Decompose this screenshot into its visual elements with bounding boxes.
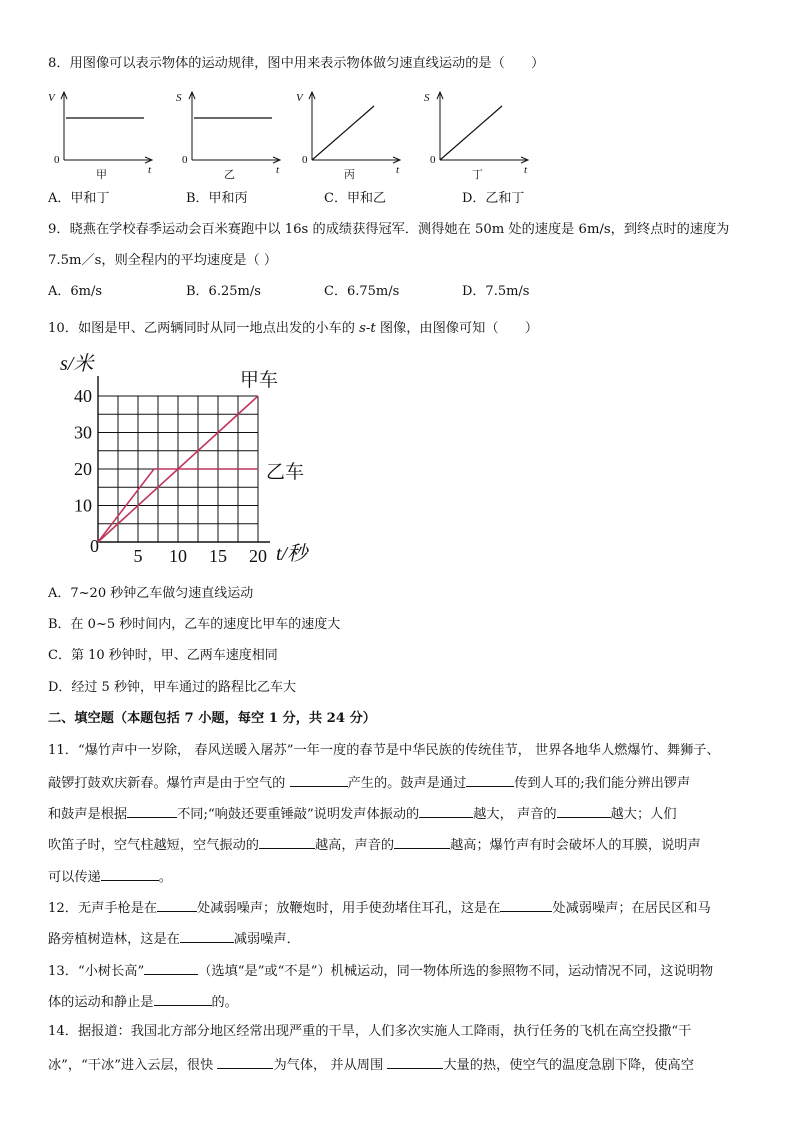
graph-line [440, 106, 502, 160]
answer-blank[interactable] [154, 991, 212, 1006]
y-tick-label: 10 [74, 495, 92, 516]
q10-stem [48, 319, 538, 339]
q11-line-1: 11．“爆竹声中一岁除， 春风送暖入屠苏”一年一度的春节是中华民族的传统佳节， 世界各地华人燃爆竹、舞狮子、 [48, 743, 720, 758]
text: 产生的。鼓声是通过 [347, 776, 467, 791]
text: 冰”，“干冰”进入云层，很快 [48, 1058, 218, 1073]
q10-stem-before: 10．如图是甲、乙两辆同时从同一地点出发的小车的 [48, 321, 360, 336]
chart-origin: 0 [90, 536, 99, 556]
q9-option-c[interactable]: C．6.75m/s [324, 284, 400, 299]
q8-option-c[interactable]: C．甲和乙 [324, 191, 386, 206]
series-label-jia: 甲车 [240, 370, 279, 391]
q13-line-2 [48, 991, 238, 1013]
q12-line-1 [48, 897, 711, 919]
x-tick-label: 20 [249, 546, 267, 566]
text: 为气体， 并从周围 [273, 1058, 388, 1073]
graph-xlabel: t [148, 164, 152, 176]
q13-line-1 [48, 960, 713, 982]
q8-graph-3 [424, 92, 528, 181]
graph-ylabel: S [176, 92, 182, 104]
q10-option-a[interactable]: A．7~20 秒钟乙车做匀速直线运动 [48, 586, 254, 601]
text: 敲锣打鼓欢庆新春。爆竹声是由于空气的 [48, 776, 290, 791]
q9-option-b[interactable]: B．6.25m/s [186, 284, 261, 299]
text: 体的运动和静止是 [48, 995, 154, 1010]
x-tick-label: 10 [169, 546, 187, 566]
y-tick-label: 20 [74, 459, 92, 479]
series-label-yi: 乙车 [266, 462, 305, 483]
answer-blank[interactable] [217, 1054, 273, 1069]
graph-name: 丁 [472, 169, 483, 181]
x-tick-label: 5 [133, 546, 143, 566]
q8-graph-1 [176, 92, 280, 181]
q8-option-a[interactable]: A．甲和丁 [48, 191, 110, 206]
q8-graph-2 [296, 92, 400, 181]
text: 可以传递 [48, 870, 101, 885]
graph-origin: 0 [302, 154, 308, 166]
chart-xlabel: t/秒 [276, 543, 308, 565]
q14-line-1: 14．据报道：我国北方部分地区经常出现严重的干旱，人们多次实施人工降雨，执行任务的飞机在高空投撒“干 [48, 1024, 692, 1039]
text: 和鼓声是根据 [48, 807, 128, 822]
q14-line-2 [48, 1054, 694, 1076]
answer-blank[interactable] [466, 772, 514, 787]
q9-line-1: 9．晓燕在学校春季运动会百米赛跑中以 16s 的成绩获得冠军．测得她在 50m 处的速度是 6m/s，到终点时的速度为 [48, 222, 730, 237]
answer-blank[interactable] [101, 866, 159, 881]
q9-option-d[interactable]: D．7.5m/s [462, 284, 530, 299]
text: 越高；爆竹声有时会破坏人的耳膜，说明声 [450, 838, 701, 853]
q10-stem-italic: s-t [359, 321, 376, 336]
text: 处减弱噪声；放鞭炮时，用手使劲堵住耳孔，这是在 [197, 901, 501, 916]
answer-blank[interactable] [127, 803, 177, 818]
q9-option-a[interactable]: A．6m/s [48, 284, 103, 299]
text: （选填“是”或“不是”）机械运动，同一物体所选的参照物不同，运动情况不同，这说明物 [198, 964, 714, 979]
text: 的。 [211, 995, 238, 1010]
answer-blank[interactable] [144, 960, 198, 975]
answer-blank[interactable] [500, 897, 552, 912]
answer-blank[interactable] [387, 1054, 443, 1069]
q11-line-2 [48, 772, 690, 794]
text: 路旁植树造林，这是在 [48, 932, 180, 947]
answer-blank[interactable] [290, 772, 348, 787]
q8-option-b[interactable]: B．甲和丙 [186, 191, 248, 206]
graph-ylabel: S [424, 92, 430, 104]
text: 处减弱噪声；在居民区和马 [552, 901, 711, 916]
answer-blank[interactable] [157, 897, 197, 912]
text: 减弱噪声． [233, 932, 300, 947]
graph-ylabel: V [296, 92, 303, 104]
graph-line [312, 106, 374, 160]
graph-origin: 0 [54, 154, 60, 166]
answer-blank[interactable] [419, 803, 473, 818]
answer-blank[interactable] [259, 834, 315, 849]
graph-xlabel: t [524, 164, 528, 176]
text: 大量的热，使空气的温度急剧下降，使高空 [443, 1058, 694, 1073]
graph-xlabel: t [396, 164, 400, 176]
graph-name: 乙 [224, 169, 235, 181]
graph-ylabel: V [48, 92, 55, 104]
graph-xlabel: t [276, 164, 280, 176]
q10-option-d[interactable]: D．经过 5 秒钟，甲车通过的路程比乙车大 [48, 680, 296, 695]
q10-stem-after: 图像，由图像可知（ ） [375, 321, 539, 336]
q10-option-c[interactable]: C．第 10 秒钟时，甲、乙两车速度相同 [48, 648, 278, 663]
q9-line-2: 7.5m／s，则全程内的平均速度是（ ） [48, 253, 278, 268]
graph-name: 丙 [344, 169, 355, 181]
q11-line-3 [48, 803, 677, 825]
q8-stem: 8．用图像可以表示物体的运动规律，图中用来表示物体做匀速直线运动的是（ ） [48, 56, 545, 71]
q8-graph-0 [48, 92, 152, 181]
chart-ylabel: s/米 [60, 353, 94, 375]
graph-origin: 0 [182, 154, 188, 166]
text: 传到人耳的;我们能分辨出锣声 [514, 776, 691, 791]
x-tick-label: 15 [209, 546, 227, 566]
text: 。 [158, 870, 172, 885]
q11-line-5 [48, 866, 172, 888]
answer-blank[interactable] [394, 834, 450, 849]
text: 越大， 声音的 [473, 807, 557, 822]
answer-blank[interactable] [557, 803, 611, 818]
q8-option-d[interactable]: D．乙和丁 [462, 191, 525, 206]
q12-line-2 [48, 928, 300, 950]
answer-blank[interactable] [180, 928, 234, 943]
graph-origin: 0 [430, 154, 436, 166]
q10-option-b[interactable]: B．在 0~5 秒时间内，乙车的速度比甲车的速度大 [48, 617, 341, 632]
text: 不同;“响鼓还要重锤敲”说明发声体振动的 [177, 807, 420, 822]
graph-name: 甲 [96, 169, 107, 181]
text: 13．“小树长高” [48, 964, 145, 979]
text: 12．无声手枪是在 [48, 901, 158, 916]
text: 越大；人们 [610, 807, 677, 822]
text: 越高，声音的 [315, 838, 395, 853]
section-2-heading: 二、填空题（本题包括 7 小题，每空 1 分，共 24 分） [48, 711, 376, 726]
y-tick-label: 30 [74, 422, 92, 443]
st-chart [32, 346, 332, 574]
y-tick-label: 40 [74, 386, 92, 406]
text: 吹笛子时，空气柱越短，空气振动的 [48, 838, 259, 853]
q11-line-4 [48, 834, 701, 856]
